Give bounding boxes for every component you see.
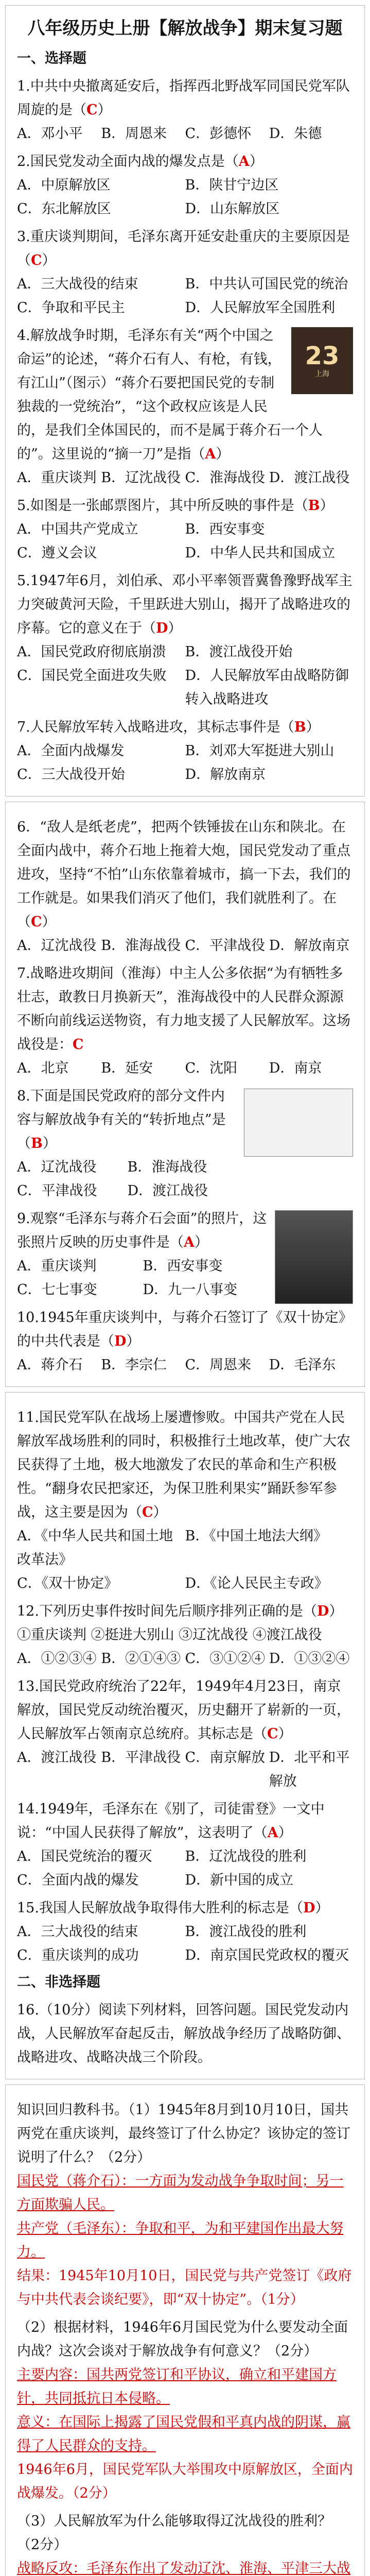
question: 6．“敌人是纸老虎”，把两个铁锤拔在山东和陕北。在全面内战中，蒋介石地上拖着大炮，国民党发动了重点进攻，坚持“不怕”山东依靠着城市，搞一下去，我们的工作就是。如果我们消灭了他们，我们就胜利了。在（C） (17, 819, 351, 930)
page-title: 八年级历史上册【解放战争】期末复习题 (27, 18, 343, 39)
option: B．西安事变 (143, 1258, 223, 1274)
option: B．周恩来 (101, 126, 167, 142)
options (17, 739, 353, 787)
option: C．平津战役 (17, 1183, 97, 1199)
option: D．人民解放军由战略防御转入战略进攻 (185, 668, 349, 707)
answer: D (316, 1603, 329, 1619)
option: C．淮海战役 (185, 470, 266, 486)
option: B．平津战役 (101, 1750, 181, 1766)
question: 11.国民党军队在战场上屡遭惨败。中国共产党在人民解放军战场胜利的同时，积极推行土地改革，使广大农民获得了土地，极大地激发了农民的革命和生产积极性。“翻身农民把家还，为保卫胜利果实”踊跃参军参战，这主要是因为（C） (17, 1410, 350, 1520)
question: 12.下列历史事件按时间先后顺序排列正确的是（D） (17, 1603, 343, 1619)
options (17, 1524, 353, 1596)
option: A．中国共产党成立 (17, 521, 138, 537)
option: B．西安事变 (185, 521, 265, 537)
option: C．争取和平民主 (17, 300, 125, 316)
question: 7.人民解放军转入战略进攻，其标志事件是（B） (17, 719, 320, 735)
historical-photo (275, 1210, 353, 1304)
answer: D (303, 1900, 315, 1916)
option: B．陕甘宁边区 (185, 177, 279, 193)
answer: C (31, 914, 42, 930)
options (17, 1920, 353, 1968)
answer: B (294, 719, 306, 735)
option: B．淮海战役 (127, 1159, 207, 1175)
option: B．中共认可国民党的统治 (185, 276, 348, 292)
answer-text: 战略反攻：毛泽东作出了发动辽沈、淮海、平津三大战 (17, 2561, 350, 2576)
card-answers-16 (5, 2084, 365, 2576)
option: D．解放南京 (185, 767, 266, 783)
option: B．李宗仁 (101, 1357, 167, 1373)
option: A．渡江战役 (17, 1750, 97, 1766)
answer: B (31, 1136, 43, 1151)
question-part: 知识回归教科书。（1）1945年8月到10月10日，国共两党在重庆谈判，最终签订了什么协定？该协定的签订说明了什么？（2分） (17, 2102, 350, 2165)
options (17, 1057, 353, 1080)
option: C．东北解放区 (17, 201, 111, 217)
option: A．①②③④ (17, 1651, 97, 1667)
answer-text: 共产党（毛泽东）：争取和平，为和平建国作出最大努力。 (17, 2221, 344, 2260)
answer: A (267, 1825, 278, 1841)
options (17, 1845, 353, 1892)
answer: A (184, 1234, 195, 1250)
option: D．渡江战役 (127, 1183, 208, 1199)
question: 9.观察“毛泽东与蒋介石会面”的照片，这张照片反映的历史事件是（A） (17, 1207, 353, 1255)
answer: D (114, 1333, 127, 1349)
options (17, 1156, 238, 1203)
option: A．中原解放区 (17, 177, 111, 193)
question: 5.1947年6月，刘伯承、邓小平率领晋冀鲁豫野战军主力突破黄河天险，千里跃进大别山，揭开了战略进攻的序幕。它的意义在于（D） (17, 573, 353, 636)
options (17, 1746, 353, 1793)
option: C．南京解放 (185, 1750, 266, 1766)
option: C．重庆谈判的成功 (17, 1947, 139, 1963)
option: B．淮海战役 (101, 938, 181, 954)
option: B．辽沈战役的胜利 (185, 1849, 307, 1865)
options (17, 934, 353, 958)
option: C．七七事变 (17, 1282, 97, 1298)
answer-text: 1946年6月，国民党军队大举围攻中原解放区，全面内战爆发。（2分） (17, 2462, 353, 2501)
answer: C (142, 1504, 153, 1520)
options (17, 466, 353, 490)
option: D．北平和平解放 (269, 1750, 350, 1789)
option: C．周恩来 (185, 1357, 252, 1373)
option: D．新中国的成立 (185, 1872, 294, 1888)
card-choice-questions-2 (5, 802, 365, 1387)
options (17, 174, 353, 221)
card-choice-questions-3 (5, 1392, 365, 2079)
option: D．人民解放军全国胜利 (185, 300, 336, 316)
option: C．全面内战的爆发 (17, 1872, 139, 1888)
options (17, 1255, 269, 1302)
question: 3.重庆谈判期间，毛泽东离开延安赴重庆的主要原因是（C） (17, 229, 350, 268)
question: 16.（10分）阅读下列材料，回答问题。国民党发动内战，人民解放军奋起反击，解放战争经历了战略防御、战略进攻、战略决战三个阶段。 (17, 2002, 350, 2065)
option: A．辽沈战役 (17, 1159, 97, 1175)
option: B．《中国土地法大纲》 (185, 1528, 327, 1544)
card-choice-questions-1 (5, 5, 365, 796)
option: A．国民党统治的覆灭 (17, 1849, 152, 1865)
option: A．全面内战爆发 (17, 743, 125, 759)
option: B．刘邓大军挺进大别山 (185, 743, 334, 759)
option: A．三大战役的结束 (17, 1924, 138, 1940)
option: C．平津战役 (185, 938, 266, 954)
question-items: ①重庆谈判 ②挺进大别山 ③辽沈战役 ④渡江战役 (17, 1627, 322, 1643)
option: B．渡江战役开始 (185, 644, 293, 660)
option: C．③①②④ (185, 1651, 266, 1667)
option: C．沈阳 (185, 1060, 238, 1076)
option: B．渡江战役的胜利 (185, 1924, 307, 1940)
option: D．南京 (269, 1060, 322, 1076)
options (17, 122, 353, 146)
option: A．国民党政府彻底崩溃 (17, 644, 166, 660)
section-heading: 二、非选择题 (17, 1974, 100, 1990)
option: B．辽沈战役 (101, 470, 181, 486)
option: A．蒋介石 (17, 1357, 83, 1373)
answer-text: 国民党（蒋介石）：一方面为发动战争争取时间；另一方面欺骗人民。 (17, 2173, 344, 2213)
option: D．南京国民党政权的覆灭 (185, 1947, 349, 1963)
option: D．中华人民共和国成立 (185, 545, 336, 561)
option: A．三大战役的结束 (17, 276, 138, 292)
option: C．三大战役开始 (17, 767, 125, 783)
option: A．辽沈战役 (17, 938, 97, 954)
question: 10.1945年重庆谈判中，与蒋介石签订了《双十协定》的中共代表是（D） (17, 1310, 353, 1349)
option: C．彭德怀 (185, 126, 252, 142)
option: C．国民党全面进攻失败 (17, 668, 167, 684)
answer-text: 意义：在国际上揭露了国民党假和平真内战的阴谋，赢得了人民群众的支持。 (17, 2414, 350, 2454)
answer: C (31, 252, 42, 268)
option: D．渡江战役 (269, 470, 350, 486)
option: D．朱德 (269, 126, 322, 142)
option: A．重庆谈判 (17, 1258, 97, 1274)
question: 15.我国人民解放战争取得伟大胜利的标志是（D） (17, 1900, 329, 1916)
answer: C (267, 1726, 278, 1742)
question: 13.国民党政府统治了22年，1949年4月23日，南京解放，国民党反动统治覆灭，历史翻开了崭新的一页，人民解放军占领南京总统府。其标志是（C） (17, 1679, 350, 1742)
options (17, 1647, 353, 1671)
answer: A (238, 154, 250, 170)
options (17, 518, 353, 565)
question-part: （3）人民解放军为什么能够取得辽沈战役的胜利？（2分） (17, 2513, 332, 2553)
option: A．重庆谈判 (17, 470, 97, 486)
option: C．《双十协定》 (17, 1575, 118, 1591)
question: 8.下面是国民党政府的部分文件内容与解放战争有关的“转折地点”是（B） (17, 1084, 353, 1156)
question: 23 上海 4.解放战争时期，毛泽东有关“两个中国之命运”的论述，“蒋介石有人、有枪，有钱，有江山”（图示）“蒋介石要把国民党的专制独裁的一党统治”，“这个政权应该是人民的，是我们全体国民的，而不是属于蒋介石一个人的”。这里说的“摘一刀”是指（A） (17, 324, 353, 466)
answer-text: 主要内容：国共两党签订和平协议，确立和平建国方针，共同抵抗日本侵略。 (17, 2367, 337, 2406)
section-heading: 一、选择题 (17, 50, 86, 66)
question: 5.如图是一张邮票图片，其中所反映的事件是（B） (17, 498, 334, 514)
option: D．毛泽东 (269, 1357, 336, 1373)
page (5, 5, 365, 2576)
option: C．遵义会议 (17, 545, 97, 561)
option: D．九一八事变 (143, 1282, 238, 1298)
options (17, 640, 353, 711)
option: B．延安 (101, 1060, 153, 1076)
option: D．《论人民民主专政》 (185, 1575, 328, 1591)
option: A．《中华人民共和国土地改革法》 (17, 1528, 173, 1568)
question: 1.中共中央撤离延安后，指挥西北野战军同国民党军队周旋的是（C） (17, 78, 350, 118)
stamp-image: 23 上海 (291, 327, 353, 394)
map-image (244, 1089, 353, 1157)
answer: C (73, 1037, 84, 1053)
option: A．北京 (17, 1060, 69, 1076)
answer: B (308, 498, 320, 514)
answer-text: 结果：1945年10月10日，国民党与共产党签订《政府与中共代表会谈纪要》，即“双十协定”。（1分） (17, 2268, 352, 2308)
question: 2.国民党发动全面内战的爆发点是（A） (17, 154, 263, 170)
option: B．②①④③ (101, 1651, 181, 1667)
question: 7.战略进攻期间（淮海）中主人公多依据“为有牺牲多壮志，敢教日月换新天”，淮海战役中的人民群众源源不断向前线运送物资，有力地支援了人民解放军。这场战役是：C (17, 965, 350, 1053)
option: A．邓小平 (17, 126, 83, 142)
option: D．山东解放区 (185, 201, 280, 217)
question-part: （2）根据材料，1946年6月国民党为什么要发动全面内战？这次会谈对于解放战争有何意义？（2分） (17, 2319, 348, 2359)
question: 14.1949年，毛泽东在《别了，司徒雷登》一文中说：“中国人民获得了解放”，这表明了（A） (17, 1801, 325, 1841)
option: D．①③②④ (269, 1651, 350, 1667)
answer: C (86, 102, 98, 118)
options (17, 273, 353, 320)
answer: D (156, 620, 168, 636)
options (17, 1353, 353, 1377)
option: D．解放南京 (269, 938, 350, 954)
answer: A (205, 446, 216, 462)
